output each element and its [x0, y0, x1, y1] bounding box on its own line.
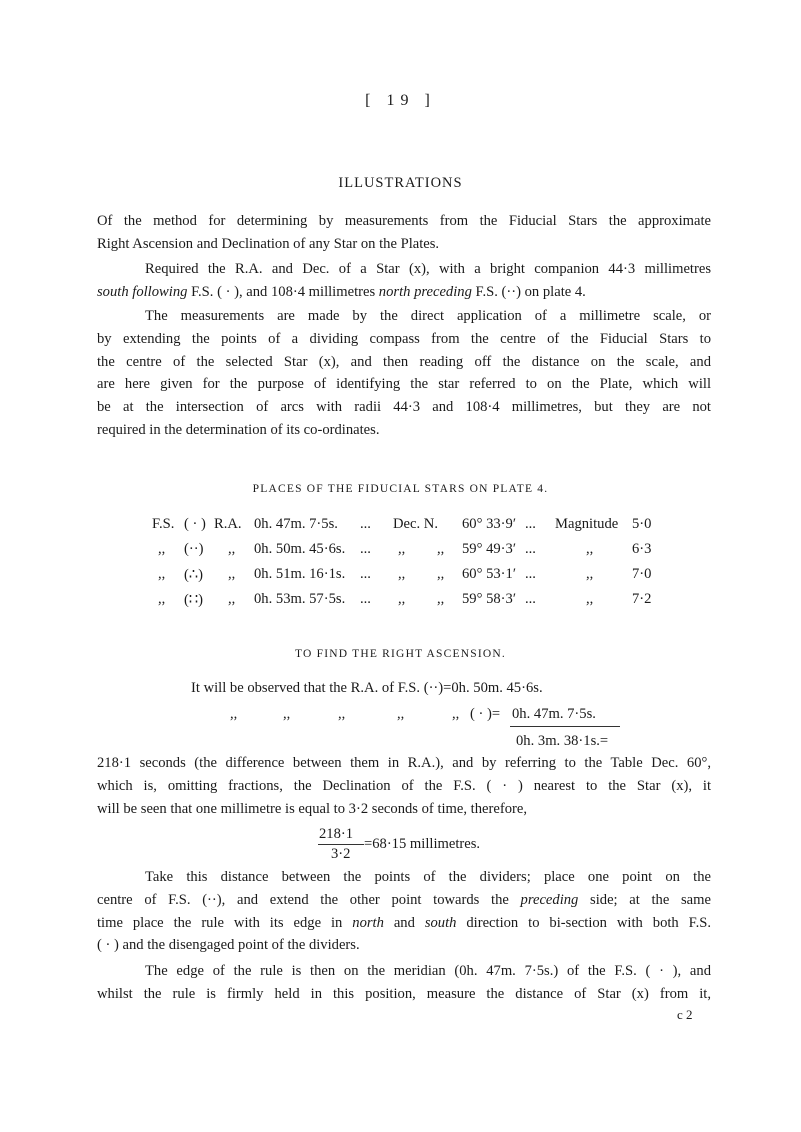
leader-dots: ... [525, 516, 536, 532]
dec-ditto: ,, [437, 591, 445, 607]
fs-label: ,, [158, 541, 166, 557]
required-line: south following F.S. ( · ), and 108·4 millimetres north preceding F.S. (··) on plate 4. [97, 283, 586, 300]
take-paragraph [97, 866, 711, 957]
ra-value: 0h. 47m. 7·5s. [512, 706, 596, 722]
ra-calc-line-2 [0, 706, 801, 728]
fs-symbol: (∷) [184, 592, 204, 608]
table-row [0, 591, 801, 613]
fs-symbol: (∴) [184, 567, 204, 583]
table-row [0, 516, 801, 538]
difference-line: 218·1 seconds (the difference between them in R.A.), and by referring to the Table Dec. 60°, [97, 755, 711, 771]
dec-value: 60° 53·1′ [462, 566, 517, 582]
take-line: time place the rule with its edge in north and south direction to bi-section with both F.S. [97, 914, 711, 931]
ra-difference: 0h. 3m. 38·1s.= [516, 733, 609, 749]
leader-dots: ... [360, 566, 371, 582]
fs-symbol: (··) [184, 541, 204, 557]
dec-label: ,, [398, 566, 406, 582]
signature-mark: c 2 [677, 1007, 693, 1022]
edge-paragraph [97, 960, 711, 1006]
magnitude-value: 7·2 [632, 591, 652, 607]
italic-text: south following [97, 283, 188, 300]
page-title: ILLUSTRATIONS [338, 175, 463, 191]
ra-value: 0h. 50m. 45·6s. [254, 541, 346, 557]
leader-dots: ... [360, 516, 371, 532]
leader-dots: ... [525, 566, 536, 582]
fs-symbol: ( · )= [470, 706, 501, 722]
intro-line: Of the method for determining by measurements from the Fiducial Stars the approximate [97, 213, 711, 229]
table-row [0, 541, 801, 563]
measurements-line: The measurements are made by the direct application of a millimetre scale, or [145, 308, 711, 324]
ditto-mark: ,, [397, 706, 405, 722]
fraction-numerator: 218·1 [319, 826, 354, 842]
measurements-line: are here given for the purpose of identifying the star referred to on the Plate, which will [97, 376, 711, 393]
fraction-bar [318, 844, 364, 845]
leader-dots: ... [360, 541, 371, 557]
measurements-line: be at the intersection of arcs with radii 44·3 and 108·4 millimetres, but they are not [97, 399, 711, 416]
magnitude-label: Magnitude [555, 516, 619, 532]
required-line: Required the R.A. and Dec. of a Star (x), with a bright companion 44·3 millimetres [145, 261, 711, 277]
magnitude-label: ,, [586, 591, 594, 607]
ra-value: 0h. 51m. 16·1s. [254, 566, 346, 582]
dec-ditto: ,, [437, 541, 445, 557]
leader-dots: ... [360, 591, 371, 607]
italic-text: preceding [520, 891, 579, 908]
dec-label: Dec. N. [393, 516, 438, 532]
magnitude-label: ,, [586, 541, 594, 557]
ra-value: 0h. 53m. 57·5s. [254, 591, 346, 607]
fs-label: F.S. [152, 516, 175, 532]
ra-label: ,, [228, 591, 236, 607]
ra-label: ,, [228, 566, 236, 582]
magnitude-value: 5·0 [632, 516, 652, 532]
measurements-line: required in the determination of its co-ordinates. [97, 421, 380, 438]
italic-text: south [424, 914, 457, 931]
subtraction-rule [510, 726, 620, 727]
leader-dots: ... [525, 541, 536, 557]
measurements-paragraph [97, 305, 711, 442]
ditto-mark: ,, [452, 706, 460, 722]
magnitude-label: ,, [586, 566, 594, 582]
difference-line: will be seen that one millimetre is equal to 3·2 seconds of time, therefore, [97, 800, 527, 817]
take-line: ( · ) and the disengaged point of the dividers. [97, 937, 360, 954]
ditto-mark: ,, [283, 706, 291, 722]
magnitude-value: 7·0 [632, 566, 652, 582]
dec-value: 59° 58·3′ [462, 591, 517, 607]
italic-text: north preceding [378, 283, 472, 300]
fs-label: ,, [158, 566, 166, 582]
ra-value: 0h. 47m. 7·5s. [254, 516, 338, 532]
ra-calc-line-1: It will be observed that the R.A. of F.S. (··)=0h. 50m. 45·6s. [191, 680, 543, 696]
dec-value: 59° 49·3′ [462, 541, 517, 557]
fs-label: ,, [158, 591, 166, 607]
intro-line: Right Ascension and Declination of any Star on the Plates. [97, 235, 440, 252]
fraction-denominator: 3·2 [331, 846, 351, 862]
places-heading: PLACES OF THE FIDUCIAL STARS ON PLATE 4. [252, 483, 549, 495]
dec-value: 60° 33·9′ [462, 516, 517, 532]
table-row [0, 566, 801, 588]
measurements-line: by extending the points of a dividing compass from the centre of the Fiducial Stars to [97, 330, 711, 347]
measurements-line: the centre of the selected Star (x), and then reading off the distance on the scale, and [97, 353, 711, 370]
ra-heading: TO FIND THE RIGHT ASCENSION. [295, 648, 506, 660]
edge-line: The edge of the rule is then on the meridian (0h. 47m. 7·5s.) of the F.S. ( · ), and [145, 963, 711, 979]
italic-text: north [352, 914, 384, 931]
difference-paragraph [97, 752, 711, 820]
fs-symbol: ( · ) [184, 516, 206, 532]
dec-label: ,, [398, 591, 406, 607]
ra-label: ,, [228, 541, 236, 557]
ra-label: R.A. [214, 516, 242, 532]
leader-dots: ... [525, 591, 536, 607]
dec-ditto: ,, [437, 566, 445, 582]
magnitude-value: 6·3 [632, 541, 652, 557]
difference-line: which is, omitting fractions, the Declination of the F.S. ( · ) nearest to the Star (x), it [97, 777, 711, 794]
required-paragraph [97, 258, 711, 304]
dec-label: ,, [398, 541, 406, 557]
take-line: centre of F.S. (··), and extend the other point towards the preceding side; at the same [97, 891, 711, 908]
ditto-mark: ,, [338, 706, 346, 722]
page-number: [ 19 ] [365, 92, 436, 109]
take-line: Take this distance between the points of the dividers; place one point on the [145, 869, 711, 885]
edge-line: whilst the rule is firmly held in this position, measure the distance of Star (x) from it, [97, 985, 711, 1002]
intro-paragraph [97, 210, 711, 256]
fraction-result: =68·15 millimetres. [364, 836, 481, 852]
ditto-mark: ,, [230, 706, 238, 722]
